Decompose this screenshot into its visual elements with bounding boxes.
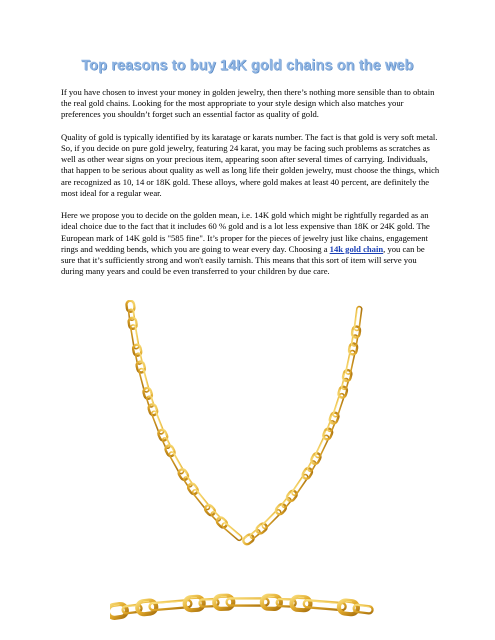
chain-link	[184, 596, 204, 610]
article-body	[61, 87, 441, 289]
gold-chain-picture	[110, 300, 385, 635]
chain-link-highlight	[346, 353, 350, 372]
chain-link	[242, 533, 255, 546]
gold-chain-image	[110, 300, 385, 635]
chain-link-highlight	[353, 330, 354, 333]
paragraph-gold-quality: Quality of gold is typically identified by its karatage or karats number. The fact is that gold is very soft metal. So, if you decide on pure gold jewelry, featuring 24 karat, you may be facing such problems as scratches as well as other wear signs on your precious item, appearing soon after several times of carrying. Individuals, that happen to be serious about quality as well as long life their golden jewelry, must choose the things, which are recognized as 10, 14 or 18K gold. These alloys, where gold makes at least 40 percent, are definitely the most ideal for a regular wear.	[61, 131, 440, 198]
chain-link-highlight	[316, 437, 324, 454]
chain-link	[274, 503, 287, 516]
chain-link	[221, 522, 242, 541]
chain-link-highlight	[293, 476, 304, 492]
paragraph-14k-recommendation	[61, 210, 441, 277]
chain-link-highlight	[226, 524, 241, 536]
chain-link-highlight	[263, 511, 276, 525]
14k-gold-chain-link[interactable]: 14k gold chain	[329, 243, 384, 254]
chain-link	[261, 509, 281, 529]
paragraph-intro: If you have chosen to invest your money in golden jewelry, then there’s nothing more sensible than to obtain the real gold chains. Looking for the most appropriate to your style design which also matches your preferences you shouldn’t forget such an essential factor as quality of gold.	[61, 87, 435, 120]
paragraph-text-after-link: , you can be sure that it’s sufficiently strong and won't easily tarnish. This means that this sort of item will serve you during many years and could be even transferred to your children by due care.	[61, 243, 425, 277]
chain-link	[315, 435, 330, 459]
chain-link	[192, 489, 211, 511]
chain-link-highlight	[197, 491, 209, 506]
chain-link	[262, 596, 281, 609]
chain-link	[291, 474, 309, 497]
page-title: Top reasons to buy 14K gold chains on the web	[81, 58, 414, 74]
chain-link	[168, 451, 184, 474]
chain-link	[204, 503, 217, 516]
chain-link-highlight	[143, 371, 148, 389]
paragraph-text-before-link: Here we propose you to decide on the golden mean, i.e. 14K gold which might be rightfully regarded as an ideal choice due to the fact that it includes 60 % gold and is a lot less expensive than 18K or 24K gold. The European mark of 14K gold is "585 fine". It’s proper for the pieces of jewelry just like chains, engagement rings and wedding bends, which you are going to wear every day. Choosing a	[61, 210, 430, 254]
chain-link-highlight	[173, 454, 182, 471]
